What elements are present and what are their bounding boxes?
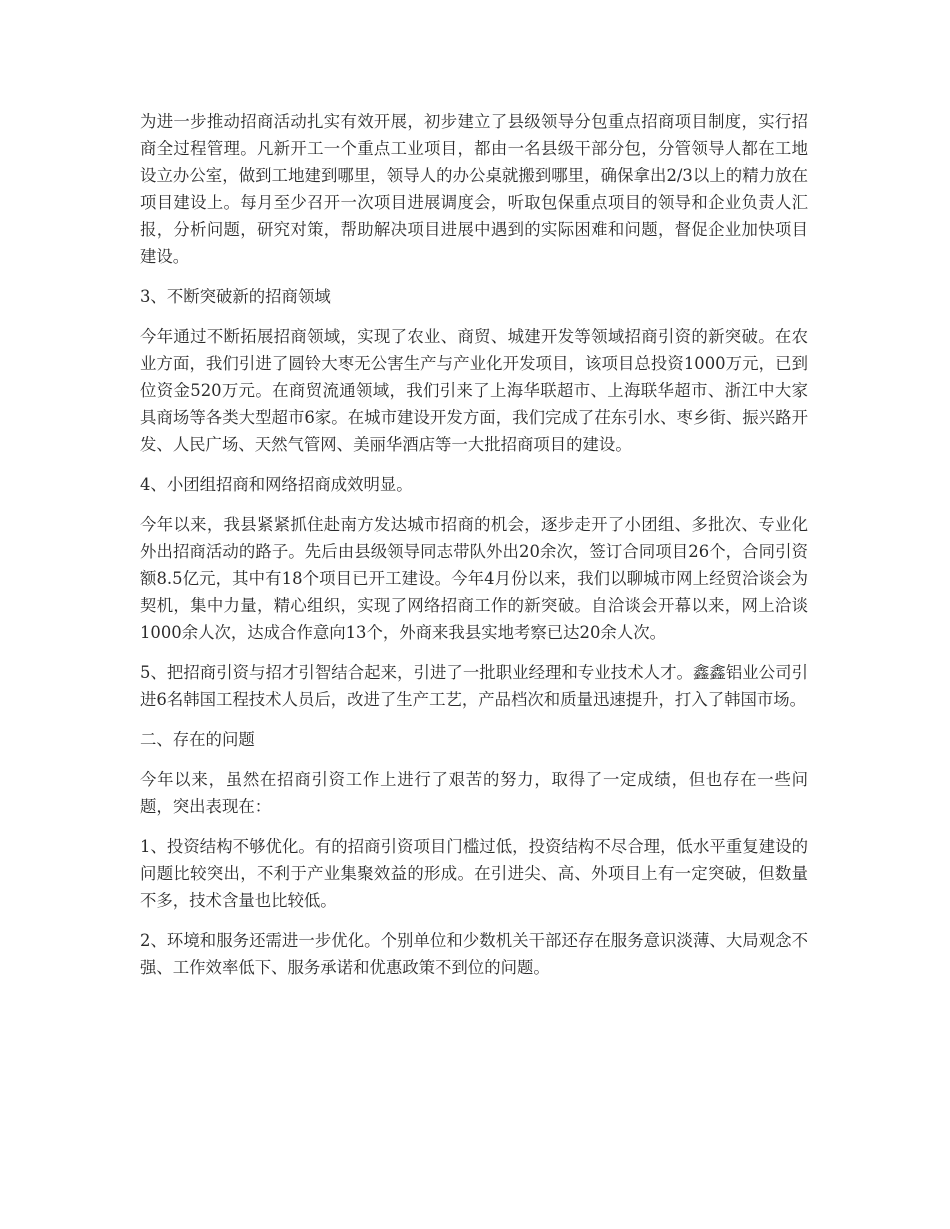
paragraph-environment-service: 2、环境和服务还需进一步优化。个别单位和少数机关干部还存在服务意识淡薄、大局观念不强、工作效率低下、服务承诺和优惠政策不到位的问题。 <box>140 931 808 977</box>
paragraph-investment-structure: 1、投资结构不够优化。有的招商引资项目门槛过低，投资结构不尽合理，低水平重复建设的问题比较突出，不利于产业集聚效益的形成。在引进尖、高、外项目上有一定突破，但数量不多，技术含量也比较低。 <box>140 837 808 910</box>
document-body <box>140 108 808 994</box>
paragraph-new-fields: 今年通过不断拓展招商领域，实现了农业、商贸、城建开发等领域招商引资的新突破。在农业方面，我们引进了圆铃大枣无公害生产与产业化开发项目，该项目总投资1000万元，已到位资金520万元。在商贸流通领域，我们引来了上海华联超市、上海联华超市、浙江中大家具商场等各类大型超市6家。在城市建设开发方面，我们完成了茌东引水、枣乡街、振兴路开发、人民广场、天然气管网、美丽华酒店等一大批招商项目的建设。 <box>140 327 808 454</box>
section-heading-new-fields: 3、不断突破新的招商领域 <box>140 287 331 306</box>
paragraph-talent: 5、把招商引资与招才引智结合起来，引进了一批职业经理和专业技术人才。鑫鑫铝业公司引进6名韩国工程技术人员后，改进了生产工艺，产品档次和质量迅速提升，打入了韩国市场。 <box>140 663 808 709</box>
section-heading-problems: 二、存在的问题 <box>140 730 255 749</box>
paragraph-small-groups: 今年以来，我县紧紧抓住赴南方发达城市招商的机会，逐步走开了小团组、多批次、专业化外出招商活动的路子。先后由县级领导同志带队外出20余次，签订合同项目26个，合同引资额8.5亿元，其中有18个项目已开工建设。今年4月份以来，我们以聊城市网上经贸洽谈会为契机，集中力量，精心组织，实现了网络招商工作的新突破。自洽谈会开幕以来，网上洽谈1000余人次，达成合作意向13个，外商来我县实地考察已达20余人次。 <box>140 515 808 642</box>
section-heading-small-groups: 4、小团组招商和网络招商成效明显。 <box>140 475 413 494</box>
paragraph-project-management: 为进一步推动招商活动扎实有效开展，初步建立了县级领导分包重点招商项目制度，实行招商全过程管理。凡新开工一个重点工业项目，都由一名县级干部分包，分管领导人都在工地设立办公室，做到工地建到哪里，领导人的办公桌就搬到哪里，确保拿出2/3以上的精力放在项目建设上。每月至少召开一次项目进展调度会，听取包保重点项目的领导和企业负责人汇报，分析问题，研究对策，帮助解决项目进展中遇到的实际困难和问题，督促企业加快项目建设。 <box>140 112 808 266</box>
paragraph-problems-intro: 今年以来，虽然在招商引资工作上进行了艰苦的努力，取得了一定成绩，但也存在一些问题，突出表现在： <box>140 770 808 816</box>
